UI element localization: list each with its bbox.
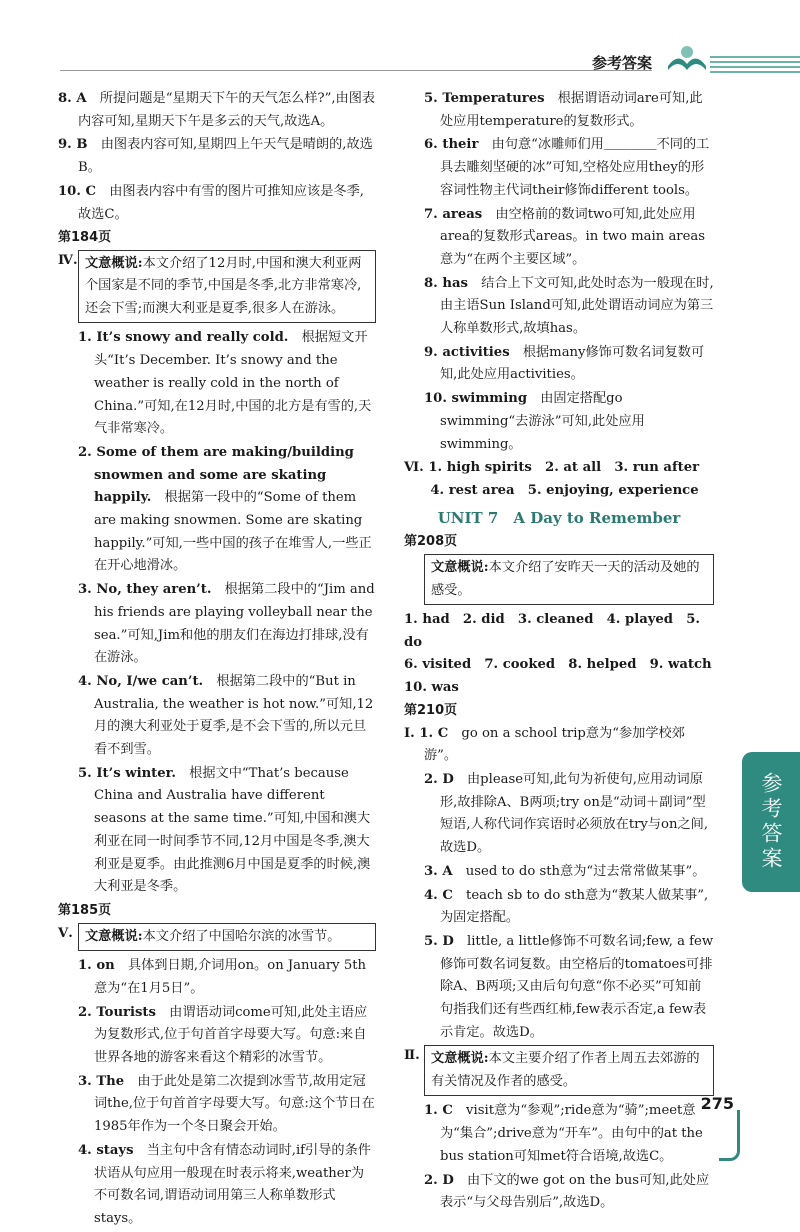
answer-line: Ⅵ. 1. high spirits 2. at all 3. run after [404,460,700,476]
answer-explanation: 具体到日期,介词用on。on January 5th意为“在1月5日”。 [94,958,367,996]
answer-key: 4. stays [78,1142,134,1158]
answer-key: 10. C [58,183,97,199]
summary-label: 文意概说: [431,1051,489,1067]
answer-item [58,134,376,179]
header-title: 参考答案 [591,54,652,72]
page-number: 275 [700,1094,734,1113]
answer-item [58,1140,376,1231]
side-tab: 参考答案 [742,752,800,892]
answer-key: 3. No, they aren’t. [78,582,212,598]
answer-key: 2. Tourists [78,1004,156,1020]
answer-item [58,442,376,578]
answer-item [404,885,714,930]
page-heading: 第185页 [58,903,112,918]
page-heading: 第208页 [404,534,458,550]
answer-explanation: go on a school trip意为“参加学校郊游”。 [424,725,685,764]
answer-key: 5. Temperatures [424,91,545,106]
answer-key: 10. swimming [424,391,528,407]
answer-key: 8. has [424,275,468,291]
answer-key: 9. activities [424,344,510,360]
page-heading: 第210页 [404,702,458,718]
summary-text: 本文介绍了中国哈尔滨的冰雪节。 [142,928,341,944]
summary-label: 文意概说: [85,255,143,271]
answer-explanation: 根据第二段中的“But in Australia, the weather is hot now.”可知,12月的澳大利亚处于夏季,是不会下雪的,所以元旦看不到雪。 [94,673,374,758]
book-logo-icon [664,42,710,74]
answer-line: 4. rest area 5. enjoying, experience [404,482,699,498]
summary-box-row [404,554,714,605]
answer-explanation: visit意为“参观”;ride意为“骑”;meet意为“集合”;drive意为“开车”。由句中的at the bus station可知met符合语境,故选C。 [440,1103,703,1164]
summary-label: 文意概说: [431,560,489,576]
answer-explanation: used to do sth意为“过去常常做某事”。 [465,863,706,879]
section-numeral: Ⅱ. [404,1048,420,1064]
answer-key: 3. The [78,1073,125,1089]
answer-key: 7. areas [424,206,483,222]
page-corner-decoration [719,1110,740,1161]
answer-item [58,671,376,762]
answer-key: 6. their [424,137,479,153]
answer-item [58,181,376,226]
answer-item [404,88,714,133]
answer-explanation: 由句意“冰雕师们用＿＿＿＿不同的工具去雕刻坚硬的冰”可知,空格处应用they的形容词性物主代词their修饰different tools。 [440,137,710,198]
answer-explanation: 根据文中“That’s because China and Australia have different seasons at the same time.”可知,中国和澳大利亚在同一时间季节不同,12月中国是冬季,澳大利亚是夏季。由此推测6月中国是夏季的时候,澳大利亚是冬季。 [94,765,371,895]
header-rule [60,70,652,71]
answer-item [404,273,714,341]
answer-item [404,1170,714,1215]
summary-text: 本文介绍了安昨天一天的活动及她的感受。 [431,560,700,598]
answer-explanation: 由于此处是第二次提到冰雪节,故用定冠词the,位于句首首字母要大写。句意:这个节日在1985年作为一个冬日聚会开始。 [94,1073,375,1135]
answer-item [58,1002,376,1070]
answer-key: 8. A [58,91,87,106]
answer-explanation: little, a little修饰不可数名词;few, a few修饰可数名词复数。由空格后的tomatoes可排除A、B两项;又由后句句意“你不必买”可知前句指我们还有些西红柿,few表示否定,a few表示肯定。故选D。 [440,933,714,1040]
answer-item [404,723,714,768]
answer-item [58,88,376,133]
summary-text: 本文主要介绍了作者上周五去郊游的有关情况及作者的感受。 [431,1051,700,1089]
answer-item [404,204,714,272]
answer-explanation: teach sb to do sth意为“教某人做某事”,为固定搭配。 [440,887,709,926]
left-column [58,88,376,1232]
answer-item [58,327,376,441]
summary-label: 文意概说: [85,928,143,944]
answer-item [404,769,714,860]
answer-item [404,388,714,456]
answer-line: 6. visited 7. cooked 8. helped 9. watch 10. was [404,657,725,696]
answer-key: 4. C [424,887,453,903]
answer-key: 2. D [424,771,454,787]
summary-box-row [58,250,376,324]
answer-explanation: 根据短文开头“It’s December. It’s snowy and the weather is really cold in the north of China.”可知,在12月时,中国的北方是有雪的,天气非常寒冷。 [94,330,372,437]
answer-item [58,579,376,670]
answer-explanation: 由固定搭配go swimming“去游泳”可知,此处应用swimming。 [440,391,645,452]
answer-explanation: 所提问题是“星期天下午的天气怎么样?”,由图表内容可知,星期天下午是多云的天气,故选A。 [78,91,376,129]
answer-key: 5. D [424,933,454,949]
answer-item [404,1100,714,1168]
answer-explanation: 由please可知,此句为祈使句,应用动词原形,故排除A、B两项;try on是“动词＋副词”型短语,人称代词作宾语时必须放在try与on之间,故选D。 [440,771,709,856]
section-numeral: Ⅳ. [58,252,78,268]
page-heading: 第184页 [58,230,112,246]
answer-key: 1. It’s snowy and really cold. [78,330,289,346]
summary-box-row [58,923,376,952]
answer-explanation: 由空格前的数词two可知,此处应用area的复数形式areas。in two main areas意为“在两个主要区域”。 [440,206,706,267]
answer-explanation: 根据many修饰可数名词复数可知,此处应用activities。 [440,344,705,383]
answer-key: 1. on [78,958,115,974]
answer-explanation: 由下文的we got on the bus可知,此处应表示“与父母告别后”,故选D。 [440,1172,710,1211]
answer-key: Ⅰ. 1. C [404,725,449,741]
answer-explanation: 由谓语动词come可知,此处主语应为复数形式,位于句首首字母要大写。句意:来自世界各地的游客来看这个精彩的冰雪节。 [94,1004,368,1066]
answer-line: 1. had 2. did 3. cleaned 4. played 5. do [404,612,700,650]
answer-item [404,861,714,884]
summary-box [424,554,714,605]
answer-key: 3. A [424,863,453,879]
answer-item [58,1071,376,1139]
answer-item [58,763,376,899]
answer-item [404,931,714,1045]
answer-explanation: 结合上下文可知,此处时态为一般现在时,由主语Sun Island可知,此处谓语动词应为第三人称单数形式,故填has。 [440,275,714,337]
answer-key: 2. D [424,1172,454,1188]
answer-explanation: 当主句中含有情态动词时,if引导的条件状语从句应用一般现在时表示将来,weather为不可数名词,谓语动词用第三人称单数形式stays。 [94,1142,371,1226]
answer-explanation: 由图表内容可知,星期四上午天气是晴朗的,故选B。 [78,137,373,176]
answer-explanation: 由图表内容中有雪的图片可推知应该是冬季,故选C。 [78,183,364,222]
answer-key: 1. C [424,1103,453,1119]
answer-item [404,134,714,202]
summary-text: 本文介绍了12月时,中国和澳大利亚两个国家是不同的季节,中国是冬季,北方非常寒冷,还会下雪;而澳大利亚是夏季,很多人在游泳。 [85,255,362,316]
answer-key: 4. No, I/we can’t. [78,673,204,689]
summary-box [78,923,376,952]
answer-item [58,955,376,1000]
summary-box-row [404,1045,714,1096]
answer-explanation: 根据第二段中的“Jim and his friends are playing volleyball near the sea.”可知,Jim和他的朋友们在海边打排球,没有在游泳。 [94,582,375,666]
answer-explanation: 根据谓语动词are可知,此处应用temperature的复数形式。 [440,91,703,129]
unit-title: UNIT 7 A Day to Remember [437,508,681,527]
summary-box [424,1045,714,1096]
answer-explanation: 根据第一段中的“Some of them are making snowmen. Some are skating happily.”可知,一些中国的孩子在堆雪人,一些正在开心地滑冰。 [94,490,372,574]
answer-key: 2. Some of them are making/building snowmen and some are skating happily. [78,444,354,506]
header-stripes [710,56,800,76]
answer-key: 9. B [58,137,88,153]
answer-key: 5. It’s winter. [78,765,176,781]
section-numeral: Ⅴ. [58,925,73,941]
answer-item [404,342,714,387]
summary-box [78,250,376,324]
